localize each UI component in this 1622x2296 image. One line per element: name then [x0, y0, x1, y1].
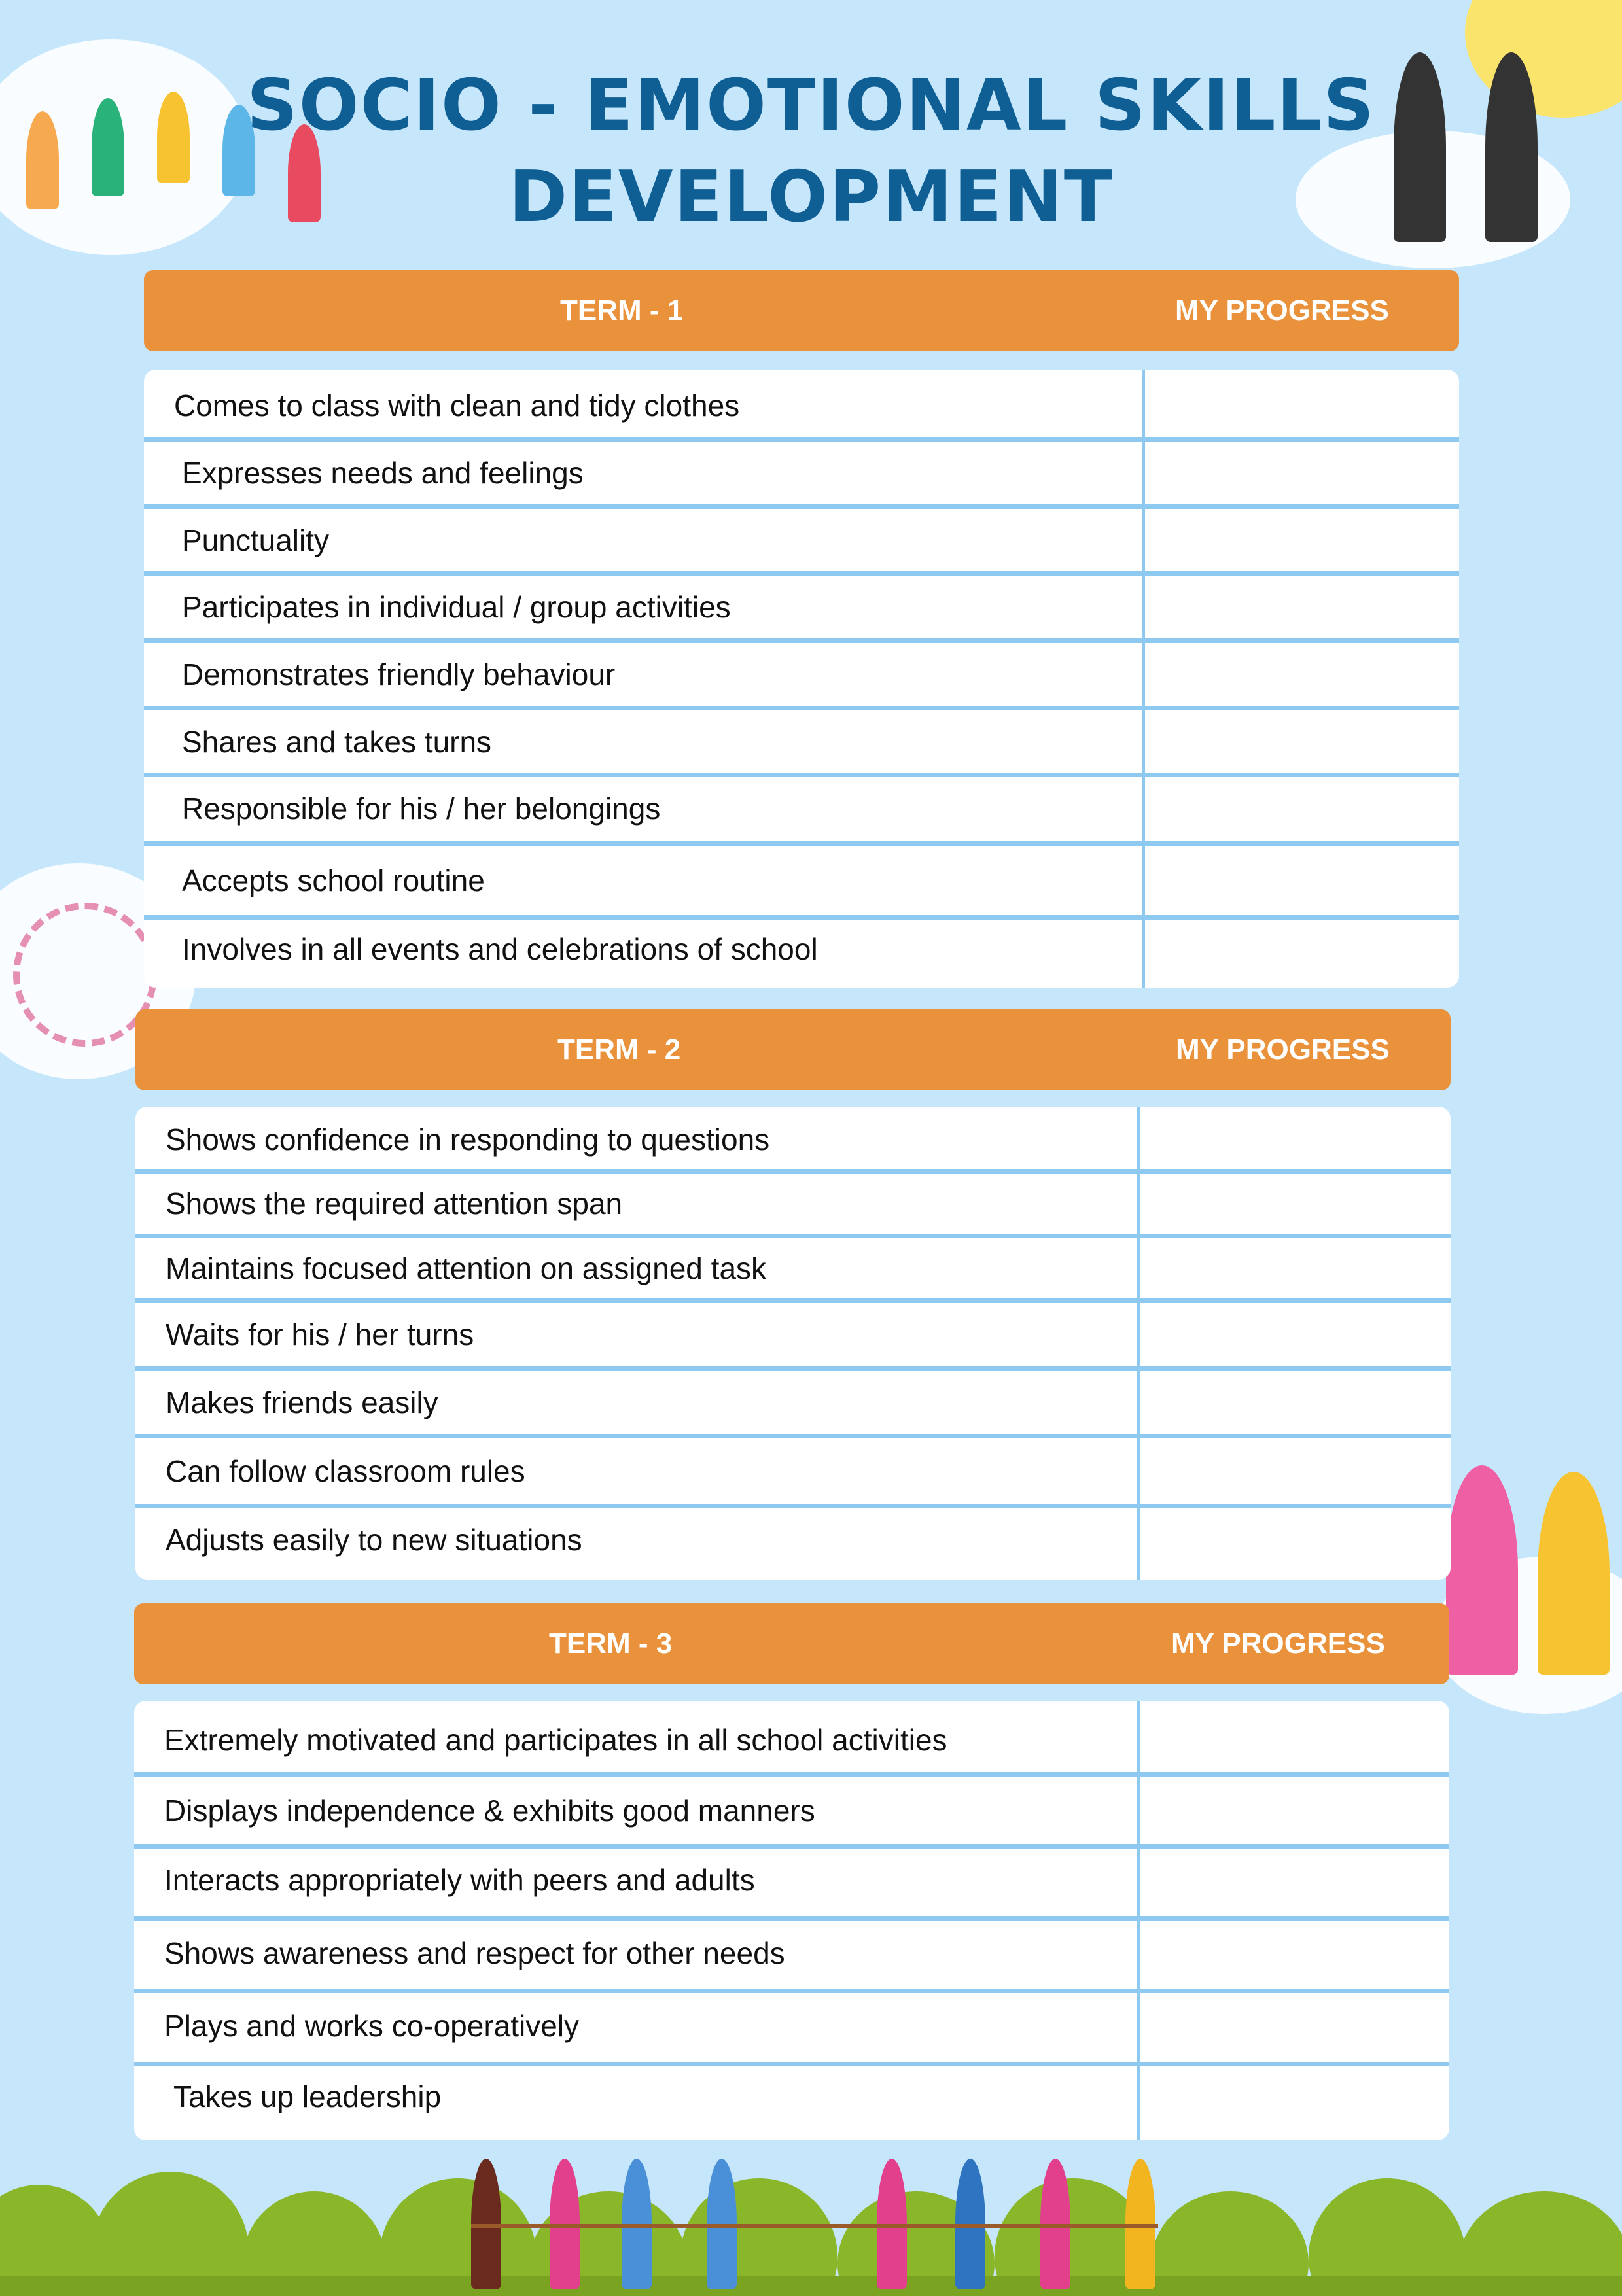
- skill-label: Accepts school routine: [182, 863, 485, 897]
- term3-progress-label: MY PROGRESS: [1171, 1627, 1385, 1660]
- progress-cell[interactable]: [1137, 1777, 1453, 1844]
- term2-table: [135, 1107, 1451, 1580]
- table-row: [135, 1438, 1451, 1508]
- table-row: [135, 1371, 1451, 1438]
- progress-cell[interactable]: [1137, 1303, 1454, 1366]
- skill-label: Demonstrates friendly behaviour: [182, 657, 616, 691]
- progress-cell[interactable]: [1137, 1238, 1454, 1298]
- skill-label: Comes to class with clean and tidy clothes: [174, 389, 740, 423]
- table-row: [144, 846, 1459, 920]
- skill-label: Participates in individual / group activities: [182, 590, 731, 624]
- table-row: [134, 1701, 1449, 1777]
- skill-label: Shares and takes turns: [182, 725, 492, 759]
- term2-progress-label: MY PROGRESS: [1176, 1034, 1390, 1066]
- progress-cell[interactable]: [1142, 846, 1462, 915]
- table-row: [144, 920, 1459, 988]
- table-row: [134, 1849, 1449, 1921]
- progress-cell[interactable]: [1142, 643, 1462, 706]
- skill-label: Waits for his / her turns: [166, 1317, 474, 1351]
- progress-cell[interactable]: [1137, 1701, 1453, 1772]
- skill-label: Shows the required attention span: [166, 1187, 623, 1221]
- skill-label: Can follow classroom rules: [166, 1454, 525, 1488]
- skill-label: Shows awareness and respect for other needs: [164, 1936, 785, 1970]
- table-row: [134, 1921, 1449, 1993]
- table-row: [144, 442, 1459, 509]
- progress-cell[interactable]: [1137, 1993, 1453, 2062]
- table-row: [144, 777, 1459, 846]
- progress-cell[interactable]: [1137, 1508, 1454, 1580]
- table-row: [134, 2066, 1449, 2140]
- skill-label: Takes up leadership: [173, 2079, 442, 2113]
- rope: [471, 2224, 1158, 2228]
- table-row: [134, 1993, 1449, 2066]
- table-row: [135, 1303, 1451, 1371]
- progress-cell[interactable]: [1142, 710, 1462, 773]
- skill-label: Makes friends easily: [166, 1385, 438, 1419]
- progress-cell[interactable]: [1142, 777, 1462, 841]
- table-row: [144, 576, 1459, 643]
- skill-label: Adjusts easily to new situations: [166, 1523, 582, 1557]
- skill-label: Responsible for his / her belongings: [182, 791, 661, 826]
- page-title-line1: SOCIO - EMOTIONAL SKILLS: [246, 65, 1376, 147]
- skill-label: Interacts appropriately with peers and adults: [164, 1863, 755, 1897]
- table-row: [144, 370, 1459, 442]
- skill-label: Extremely motivated and participates in all school activities: [164, 1723, 947, 1757]
- progress-cell[interactable]: [1137, 1438, 1454, 1504]
- page-title-line2: DEVELOPMENT: [508, 156, 1114, 238]
- progress-cell[interactable]: [1137, 1921, 1453, 1989]
- table-row: [144, 710, 1459, 777]
- term2-header: [135, 1009, 1451, 1090]
- skill-label: Displays independence & exhibits good manners: [164, 1794, 815, 1828]
- progress-cell[interactable]: [1142, 509, 1462, 571]
- skill-label: Maintains focused attention on assigned task: [166, 1251, 767, 1285]
- term1-table: [144, 370, 1459, 988]
- table-row: [134, 1777, 1449, 1849]
- skill-label: Shows confidence in responding to questions: [166, 1122, 770, 1157]
- table-row: [144, 643, 1459, 710]
- skill-label: Punctuality: [182, 523, 330, 557]
- progress-cell[interactable]: [1137, 1107, 1454, 1169]
- term1-progress-label: MY PROGRESS: [1175, 294, 1389, 326]
- term3-header: [134, 1603, 1449, 1684]
- term3-table: [134, 1701, 1449, 2140]
- term3-heading: TERM - 3: [549, 1627, 673, 1660]
- skill-label: Plays and works co-operatively: [164, 2009, 580, 2043]
- progress-cell[interactable]: [1137, 1849, 1453, 1916]
- table-row: [135, 1107, 1451, 1174]
- progress-cell[interactable]: [1137, 1174, 1454, 1234]
- progress-cell[interactable]: [1142, 370, 1462, 437]
- table-row: [144, 509, 1459, 576]
- progress-cell[interactable]: [1137, 2066, 1453, 2140]
- table-row: [135, 1238, 1451, 1303]
- skill-label: Involves in all events and celebrations of school: [182, 932, 818, 966]
- progress-cell[interactable]: [1137, 1371, 1454, 1434]
- table-row: [135, 1174, 1451, 1238]
- grass-hedge-illustration: [0, 2165, 1622, 2296]
- table-row: [135, 1508, 1451, 1580]
- term1-heading: TERM - 1: [560, 294, 684, 326]
- skill-label: Expresses needs and feelings: [182, 456, 584, 490]
- progress-cell[interactable]: [1142, 576, 1462, 638]
- term1-header: [144, 270, 1459, 351]
- term2-heading: TERM - 2: [557, 1034, 681, 1066]
- progress-cell[interactable]: [1142, 920, 1462, 988]
- progress-cell[interactable]: [1142, 442, 1462, 504]
